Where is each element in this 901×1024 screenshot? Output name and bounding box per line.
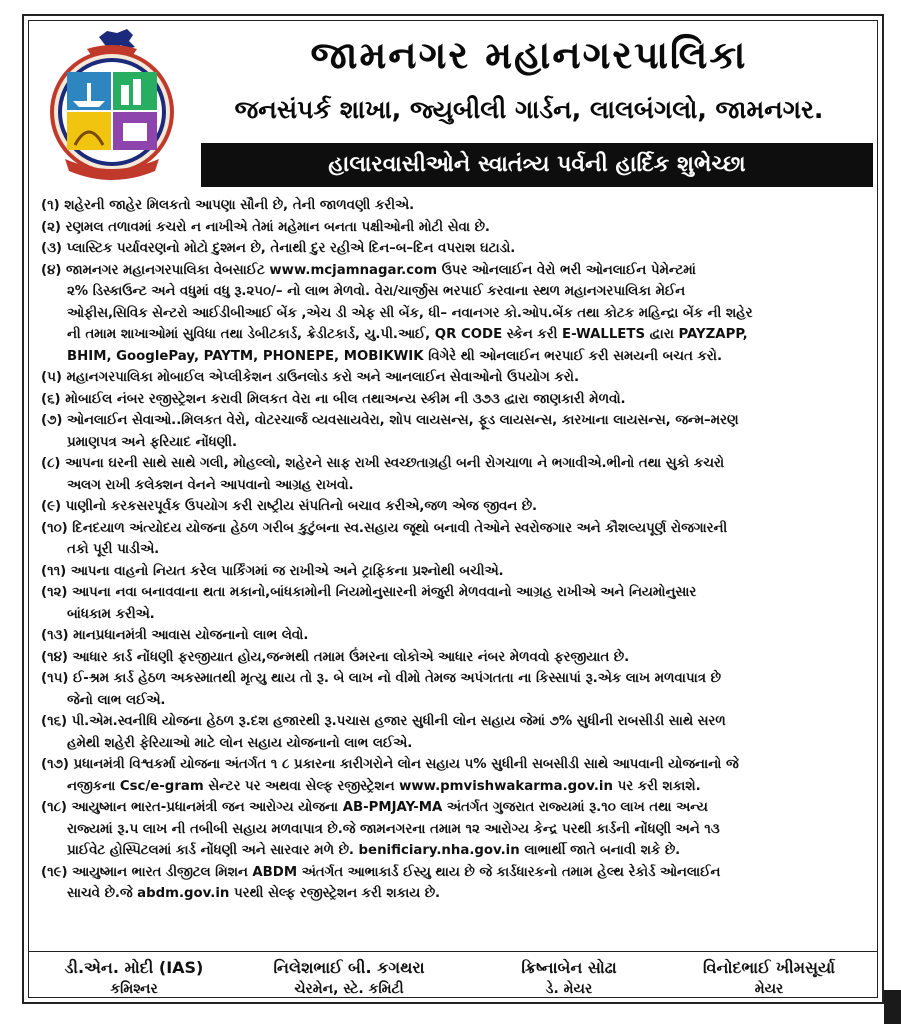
notice-line: નજીકના Csc/e-gram સેન્ટર પર અથવા સેલ્ફ રજીસ્ટ્રેશન www.pmvishwakarma.gov.in પર કરી શકાશે. [67, 778, 701, 794]
signatory-role: ચેરમેન, સ્ટે. કમિટી [294, 981, 404, 997]
notice-line: (૮) આપના ઘરની સાથે સાથે ગલી, મોહલ્લો, શહેરને સાફ રાખી સ્વચ્છતાગ્રહી બની રોગચાળા ને ભગાવીએ.ભીનો તથા સુકો કચરો [41, 456, 725, 471]
notice-item [41, 518, 871, 561]
notice-item [41, 797, 871, 862]
department-subtitle: જનસંપર્ક શાખા, જ્યુબીલી ગાર્ડન, લાલબંગલો, જામનગર. [234, 95, 824, 124]
notice-line: ૨% ડિસ્કાઉન્ટ અને વધુમાં વધુ રૂ.૨૫૦/– નો લાભ મેળવો. વેરા/ચાર્જીસ ભરપાઈ કરવાના સ્થળ મહાનગરપાલિકા મેઈન [67, 284, 686, 299]
notice-item [41, 862, 871, 905]
notice-line: (૩) પ્લાસ્ટિક પર્યાવરણનો મોટો દુશ્મન છે, તેનાથી દુર રહીએ દિન–બ–દિન વપરાશ ઘટાડો. [41, 241, 516, 256]
notice-line: (૫) મહાનગરપાલિકા મોબાઈલ એપ્લીકેશન ડાઉનલોડ કરો અને આનલાઈન સેવાઓનો ઉપયોગ કરો. [41, 370, 580, 385]
notice-item [41, 668, 871, 711]
notice-line: રાજ્યમાં રૂ.૫ લાખ ની તબીબી સહાય મળવાપાત્ર છે.જે જામનગરના તમામ ૧૨ આરોગ્ય કેન્દ્ર પરથી કાર્ડની નોંધણી અને ૧૩ [67, 821, 720, 837]
notice-line: જેનો લાભ લઈએ. [67, 692, 166, 708]
signatory-role: મેયર [754, 981, 784, 997]
notice-line: (૧૯) આયુષ્માન ભારત ડીજીટલ મિશન ABDM અંતર્ગત આભાકાર્ડ ઈસ્યુ થાય છે જે કાર્ડધારકનો તમામ હેલ્થ રેકોર્ડ ઓનલાઈન [41, 864, 721, 880]
notice-line: (૧૫) ઈ-શ્રમ કાર્ડ હેઠળ અકસ્માતથી મૃત્યુ થાય તો રૂ. બે લાખ નો વીમો તેમજ અપંગતતા ના કિસ્સાપાં રૂ.એક લાખ મળવાપાત્ર છે [41, 671, 721, 686]
notice-line: હમેથી શહેરી ફેરિયાઓ માટે લોન સહાય યોજનાનો લાભ લઈએ. [67, 735, 413, 751]
notice-item [41, 410, 871, 453]
greeting-banner: હાલારવાસીઓને સ્વાતંત્ર્ય પર્વની હાર્દિક શુભેચ્છા [201, 143, 873, 187]
notice-line: પ્રાઈવેટ હોસ્પિટલમાં કાર્ડ નોંધણી અને સારવાર મળે છે. benificiary.nha.gov.in લાભાર્થી જાતે બનાવી શકે છે. [67, 843, 681, 858]
notice-line: (૪) જામનગર મહાનગરપાલિકા વેબસાઈટ www.mcjamnagar.com ઉપર ઓનલાઈન વેરો ભરી ઓનલાઈન પેમેન્ટમાં [41, 262, 696, 278]
notice-item [41, 496, 871, 518]
notice-line: સાચવે છે.જે abdm.gov.in પરથી સેલ્ફ રજીસ્ટ્રેશન કરી શકાય છે. [67, 886, 441, 901]
notice-item [41, 582, 871, 625]
notice-item [41, 561, 871, 583]
header [29, 21, 877, 197]
notice-line: પ્રમાણપત્ર અને ફરિયાદ નોંધણી. [67, 434, 238, 450]
notice-line: (૨) રણમલ તળાવમાં કચરો ન નાખીએ તેમાં મહેમાન બનતા પક્ષીઓની મોટી સેવા છે. [41, 219, 490, 235]
notice-line: ની તમામ શાખાઓમાં સુવિધા તથા ડેબીટકાર્ડ, ક્રેડીટકાર્ડ, યુ.પી.આઈ, QR CODE સ્કેન કરી E-WALLETS દ્વારા PAYZAPP, [67, 327, 748, 342]
notice-line: (૧) શહેરની જાહેર મિલકતો આપણા સૌની છે, તેની જાળવણી કરીએ. [41, 198, 415, 213]
signatory-role: કમિશ્નર [110, 981, 158, 997]
notice-item [41, 260, 871, 368]
signature-chairman [239, 957, 459, 999]
notice-line: તકો પૂરી પાડીએ. [67, 542, 160, 557]
signature-commissioner [39, 957, 229, 999]
notice-item [41, 238, 871, 260]
notice-item [41, 195, 871, 217]
notice-item [41, 711, 871, 754]
signatory-name: ડી.એન. મોદી (IAS) [64, 958, 204, 977]
notice-line: (૧૩) માનપ્રધાનમંત્રી આવાસ યોજનાનો લાભ લેવો. [41, 628, 309, 643]
signatory-name: નિલેશભાઈ બી. કગથરા [273, 958, 425, 977]
signature-block [29, 955, 877, 1003]
poster-inner-frame [28, 20, 878, 998]
notice-line: (૧૨) આપના નવા બનાવવાના થતા મકાનો,બાંધકામોની નિયમોનુસારની મંજુરી મેળવવાનો આગ્રહ રાખીએ અને નિયમોનુસાર [41, 585, 697, 600]
signature-mayor [669, 957, 869, 999]
notice-line: (૧૪) આધાર કાર્ડ નોંધણી ફરજીયાત હોય,જન્મથી તમામ ઉંમરના લોકોએ આધાર નંબર મેળવવો ફરજીયાત છે. [41, 649, 630, 665]
notice-line: બાંધકામ કરીએ. [67, 606, 155, 622]
notice-line: (૬) મોબાઈલ નંબર રજીસ્ટ્રેશન કરાવી મિલકત વેરા ના બીલ તથાઅન્ય સ્કીમ ની ૩૭૩ દ્વારા જાણકારી મેળવો. [41, 391, 626, 407]
signatory-name: ક્રિષ્નાબેન સોઢા [521, 958, 617, 977]
notice-list [41, 195, 871, 905]
notice-line: (૧૦) દિનદયાળ અંત્યોદય યોજના હેઠળ ગરીબ કુટુંબના સ્વ.સહાય જૂથો બનાવી તેઓને સ્વરોજગાર અને કૌશલ્યપૂર્ણ રોજગારની [41, 520, 728, 536]
notice-line: (૧૧) આપના વાહનો નિયત કરેલ પાર્કિંગમાં જ રાખીએ અને ટ્રાફિકના પ્રશ્નોથી બચીએ. [41, 563, 504, 579]
notice-line: BHIM, GooglePay, PAYTM, PHONEPE, MOBIKWIK વિગેરે થી ઓનલાઈન ભરપાઈ કરી સમયની બચત કરો. [67, 348, 723, 364]
notice-line: ઓફીસ,સિવિક સેન્ટરો આઈડીબીઆઈ બેંક ,એચ ડી એફ સી બેંક, ધી– નવાનગર કો.ઓપ.બેંક તથા કોટક મહિન્દ્રા બેંક ની શહેર [67, 305, 753, 321]
notice-item [41, 625, 871, 647]
signature-deputy-mayor [469, 957, 669, 999]
notice-item [41, 754, 871, 797]
signature-divider [29, 951, 877, 952]
notice-item [41, 367, 871, 389]
notice-line: (૧૭) પ્રધાનમંત્રી વિશ્વકર્મા યોજના અંતર્ગત ૧ ૮ પ્રકારના કારીગરોને લોન સહાય ૫% સુધીની સબસીડી સાથે આપવાની યોજનાનો જે [41, 757, 739, 772]
notice-line: (૧૮) આયુષ્માન ભારત-પ્રધાનમંત્રી જન આરોગ્ય યોજના AB-PMJAY-MA અંતર્ગત ગુજરાત રાજ્યમાં રૂ.૧૦ લાખ તથા અન્ય [41, 800, 708, 815]
notice-line: (૯) પાણીનો કરકસરપૂર્વક ઉપયોગ કરી રાષ્ટ્રીય સંપતિનો બચાવ કરીએ,જળ એજ જીવન છે. [41, 499, 538, 514]
municipal-logo-icon [37, 27, 187, 187]
signatory-role: ડે. મેયર [545, 981, 593, 997]
notice-item [41, 217, 871, 239]
notice-item [41, 389, 871, 411]
notice-item [41, 453, 871, 496]
poster-frame [22, 14, 884, 1004]
notice-item [41, 647, 871, 669]
page-edge-shadow [884, 990, 901, 1024]
notice-line: અલગ રાખી કલેક્શન વેનને આપવાનો આગ્રહ રાખવો. [67, 477, 354, 493]
notice-line: (૧૬) પી.એમ.સ્વનીધિ યોજના હેઠળ રૂ.દશ હજારથી રૂ.પચાસ હજાર સુધીની લોન સહાય જેમાં ૭% સુધીની રાબસીડી સાથે સરળ [41, 714, 726, 729]
page-title: જામનગર મહાનગરપાલિકા [310, 33, 748, 77]
notice-line: (૭) ઓનલાઈન સેવાઓ..મિલકત વેરો, વોટરચાર્જ વ્યવસાયવેરા, શોપ લાયસન્સ, ફૂડ લાયસન્સ, કારખાના લાયસન્સ, જન્મ–મરણ [41, 413, 739, 428]
signatory-name: વિનોદભાઈ ખીમસૂર્યા [702, 958, 836, 977]
